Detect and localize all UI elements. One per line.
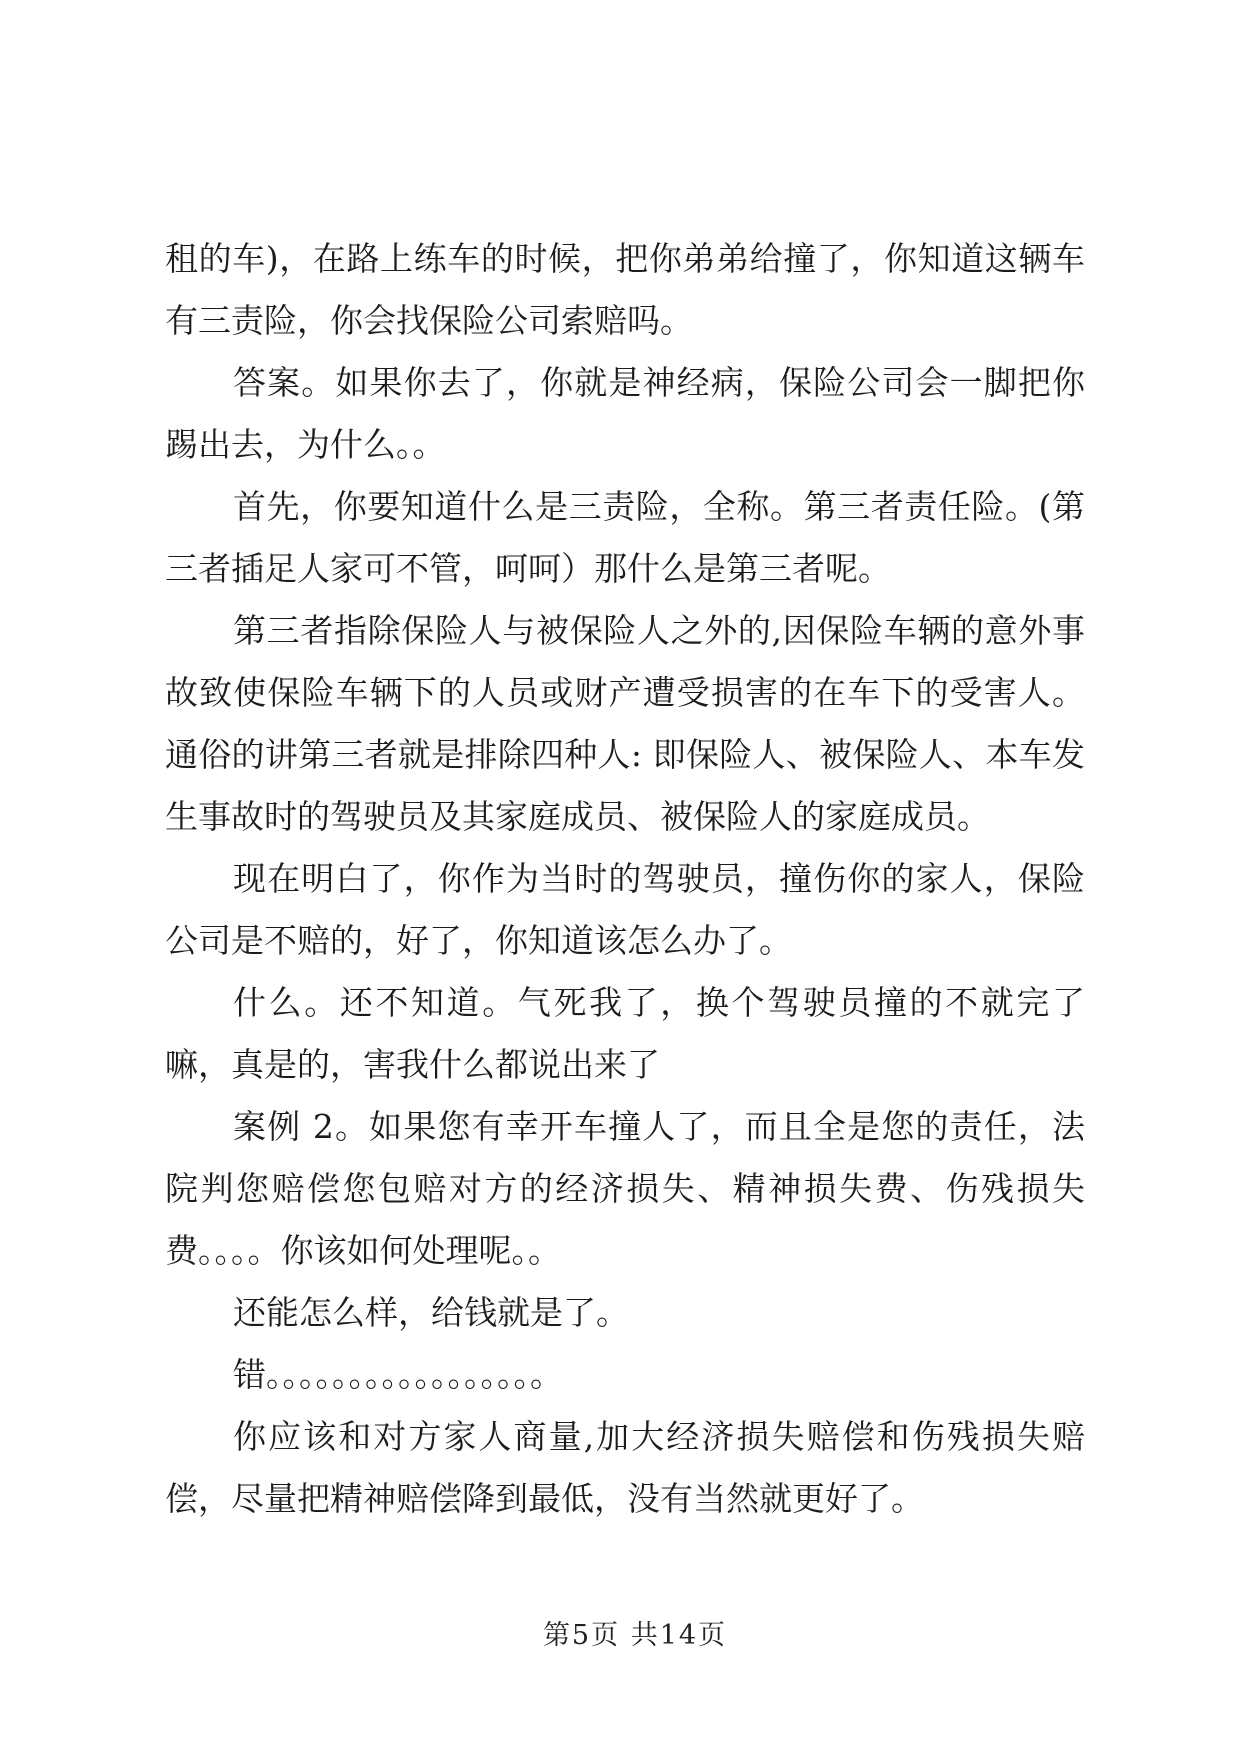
paragraph: 答案。如果你去了，你就是神经病，保险公司会一脚把你踢出去，为什么。。 — [165, 363, 1085, 464]
paragraph: 还能怎么样，给钱就是了。 — [233, 1293, 629, 1332]
paragraph: 现在明白了，你作为当时的驾驶员，撞伤你的家人，保险公司是不赔的，好了，你知道该怎么办了。 — [165, 859, 1085, 960]
paragraph: 什么。还不知道。气死我了，换个驾驶员撞的不就完了嘛，真是的，害我什么都说出来了 — [165, 983, 1085, 1084]
paragraph: 租的车)，在路上练车的时候，把你弟弟给撞了，你知道这辆车有三责险，你会找保险公司索赔吗。 — [165, 239, 1085, 340]
paragraph: 错。。。。。。。。。。。。。。。。。 — [233, 1355, 563, 1394]
page-number-label: 第5页 共14页 — [542, 1620, 728, 1651]
paragraph: 第三者指除保险人与被保险人之外的,因保险车辆的意外事故致使保险车辆下的人员或财产遭受损害的在车下的受害人。通俗的讲第三者就是排除四种人: 即保险人、被保险人、本车发生事故时的驾驶员及其家庭成员、被保险人的家庭成员。 — [165, 611, 1085, 836]
paragraph: 首先，你要知道什么是三责险，全称。第三者责任险。(第三者插足人家可不管，呵呵）那什么是第三者呢。 — [165, 487, 1085, 588]
paragraph: 你应该和对方家人商量,加大经济损失赔偿和伤残损失赔偿，尽量把精神赔偿降到最低，没有当然就更好了。 — [165, 1417, 1085, 1518]
page-footer — [165, 1613, 1105, 1652]
document-body — [165, 228, 1085, 1530]
paragraph: 案例 2。如果您有幸开车撞人了，而且全是您的责任，法院判您赔偿您包赔对方的经济损失、精神损失费、伤残损失费。。。。你该如何处理呢。。 — [165, 1107, 1085, 1270]
